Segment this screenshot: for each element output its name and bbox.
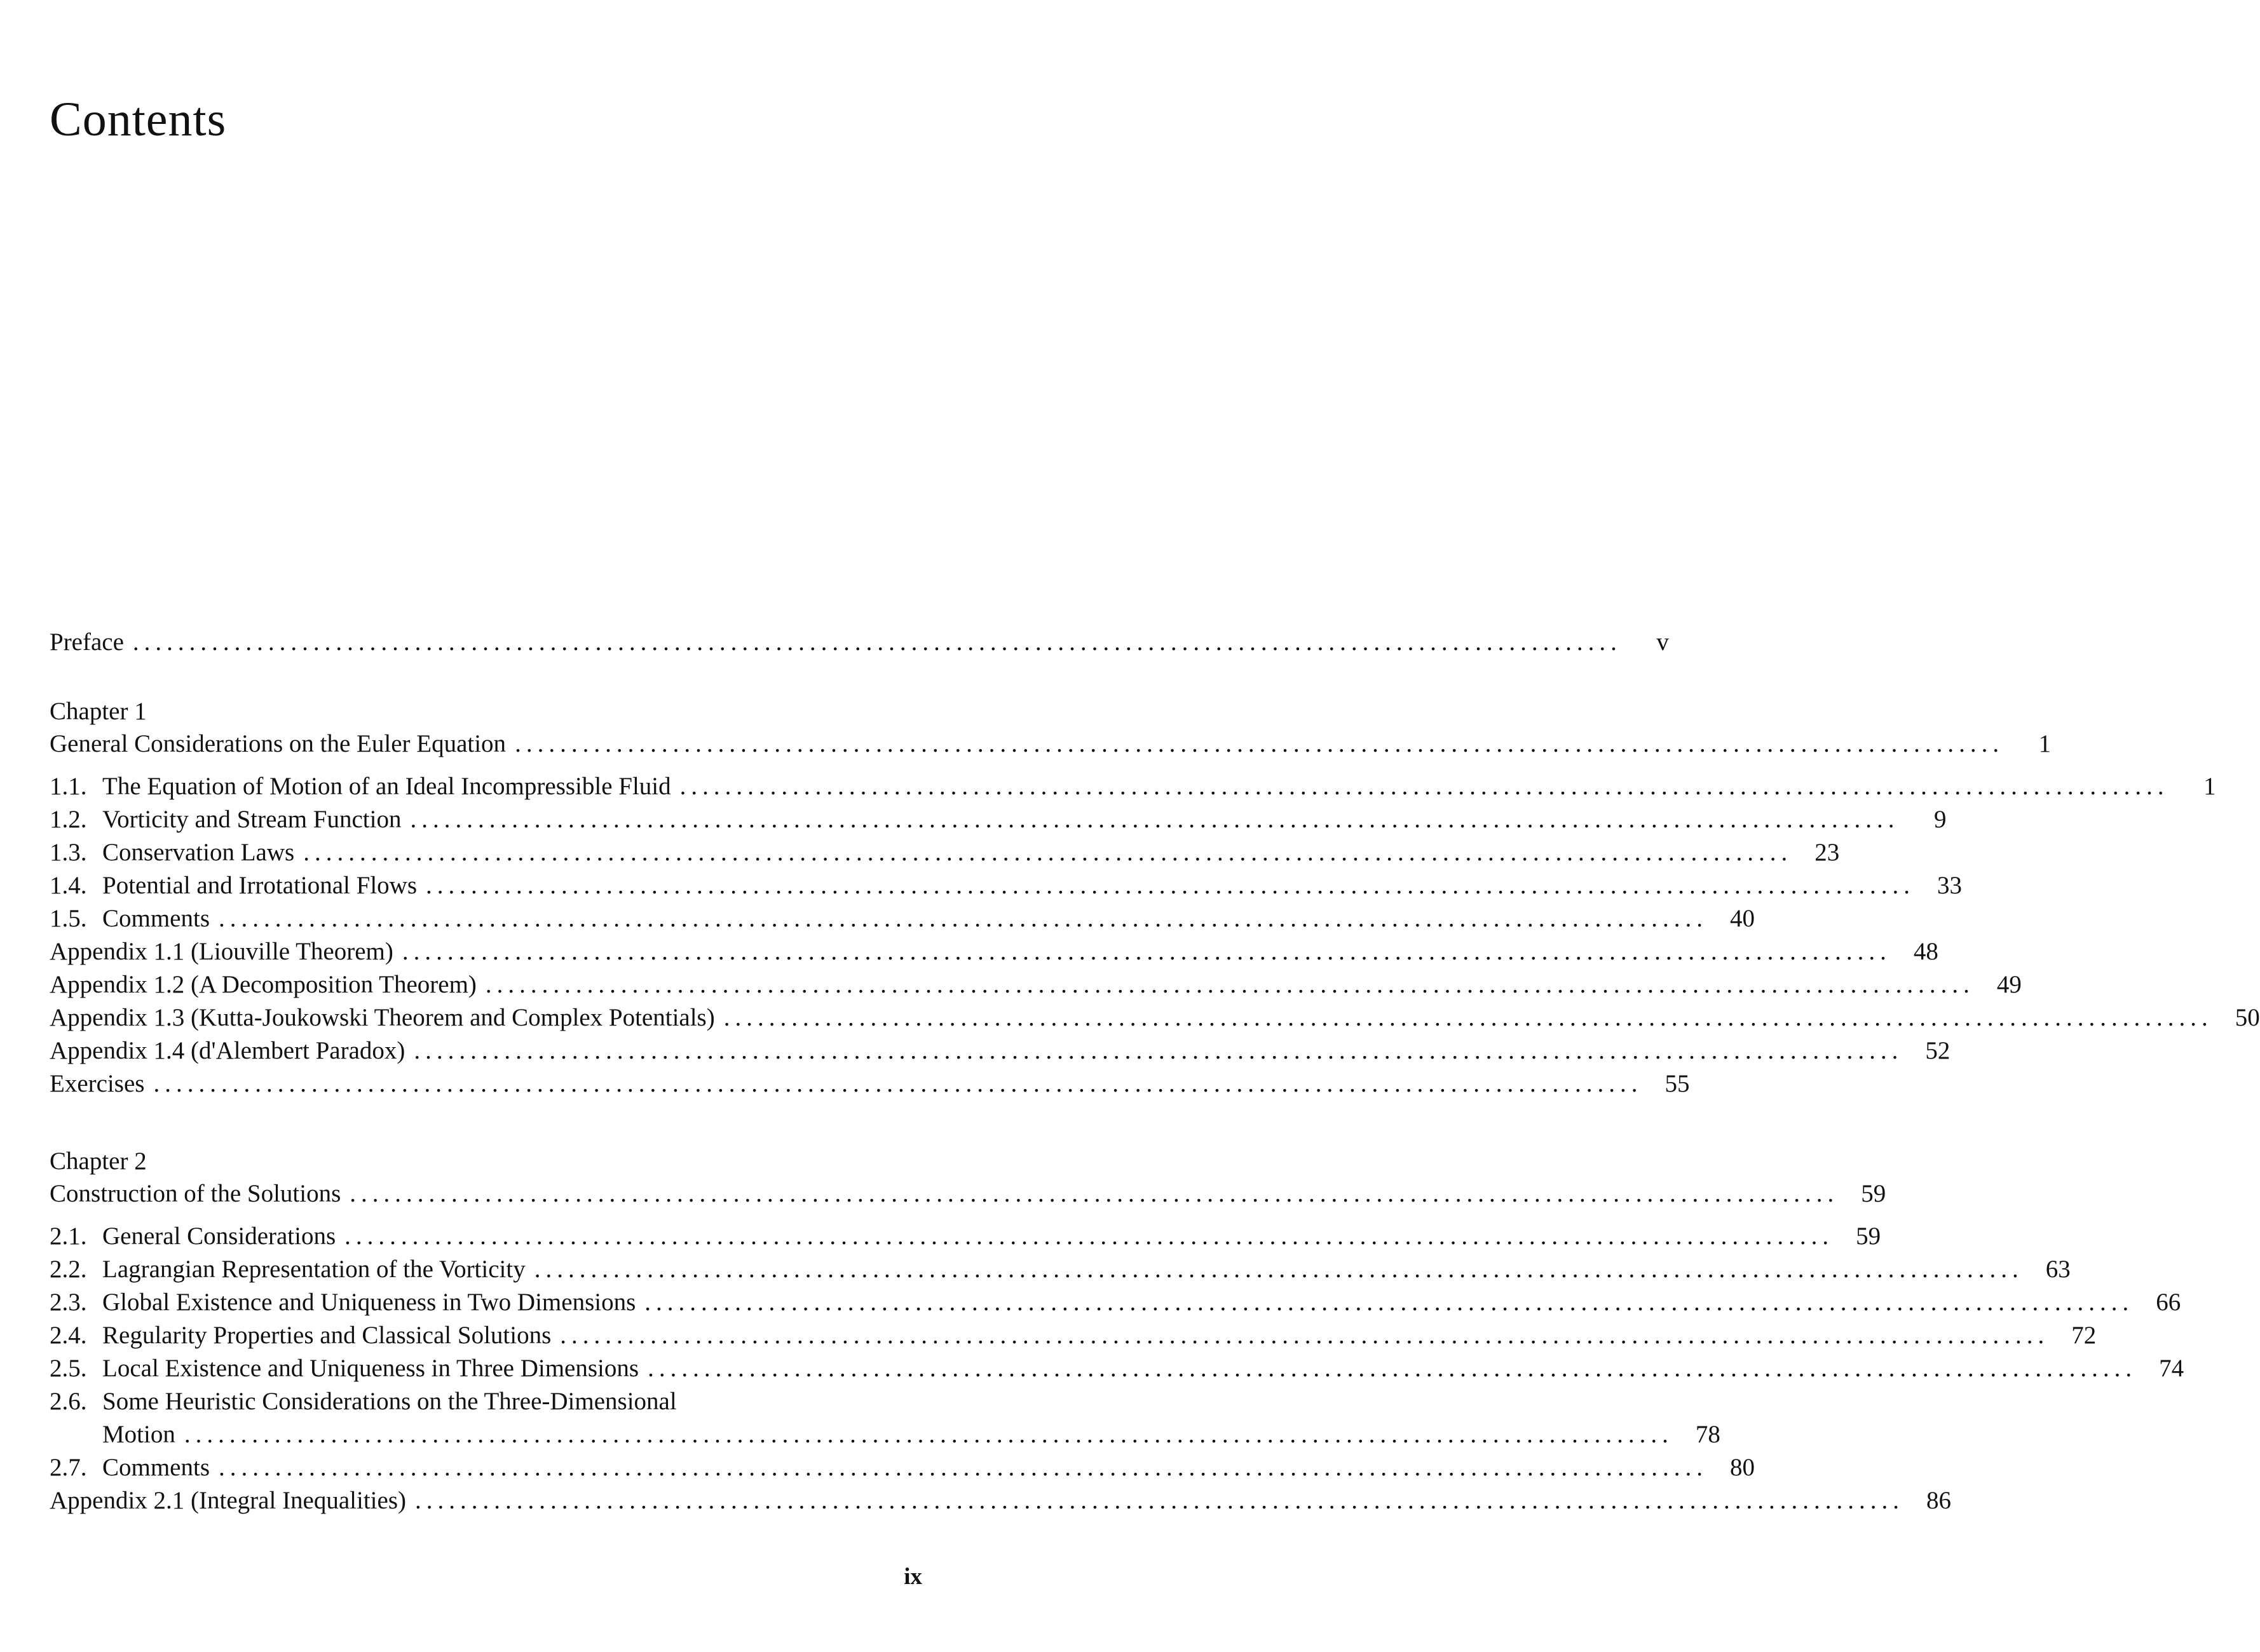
toc-entry-title: Comments [102, 1454, 210, 1481]
dot-leader: .................................................................................................................................... [153, 1070, 1643, 1097]
toc-entry[interactable] [50, 832, 1840, 866]
toc-entry[interactable] [50, 964, 2022, 998]
toc-page-number: 86 [1926, 1487, 1951, 1514]
section-number: 1.5. [50, 905, 87, 932]
dot-leader: .................................................................................................................................... [723, 1004, 2213, 1031]
toc-page-number: 48 [1913, 938, 1938, 965]
dot-leader: .................................................................................................................................... [644, 1289, 2134, 1316]
toc-page-number: v [1656, 628, 1669, 656]
toc-entry-title: Vorticity and Stream Function [102, 806, 402, 833]
toc-entry-title: Global Existence and Uniqueness in Two Dimensions [102, 1289, 636, 1316]
toc-entry[interactable] [50, 1447, 1755, 1481]
dot-leader: .................................................................................................................................... [679, 773, 2169, 800]
dot-leader: .................................................................................................................................... [350, 1180, 1839, 1207]
section-number: 1.2. [50, 806, 87, 833]
toc-entry[interactable] [50, 766, 2216, 800]
toc-entry[interactable] [50, 1348, 2184, 1382]
dot-leader: .................................................................................................................................... [414, 1037, 1903, 1064]
toc-entry[interactable] [50, 1282, 2181, 1316]
toc-entry-title: Appendix 1.2 (A Decomposition Theorem) [50, 971, 477, 998]
toc-entry-title-continuation: Motion [102, 1421, 175, 1448]
toc-entry[interactable] [50, 1480, 1951, 1514]
toc-page-number: 80 [1730, 1454, 1755, 1481]
toc-entry-title: Exercises [50, 1070, 145, 1097]
toc-entry-title: Potential and Irrotational Flows [102, 872, 418, 899]
toc-entry[interactable] [50, 1315, 2097, 1349]
toc-entry[interactable] [50, 1381, 927, 1414]
dot-leader: .................................................................................................................................... [219, 1454, 1708, 1481]
toc-entry[interactable] [50, 1030, 1950, 1064]
section-number: 2.5. [50, 1355, 87, 1382]
dot-leader: .................................................................................................................................... [485, 971, 1975, 998]
section-number: 1.4. [50, 872, 87, 899]
toc-page-number: 72 [2071, 1322, 2097, 1349]
toc-entry-preface[interactable] [50, 621, 1669, 656]
dot-leader: .................................................................................................................................... [184, 1421, 1673, 1448]
section-number: 2.7. [50, 1454, 87, 1481]
toc-page-number: 40 [1730, 905, 1755, 932]
dot-leader: .................................................................................................................................... [415, 1487, 1904, 1514]
toc-chapter-heading[interactable] [50, 723, 2052, 757]
toc-entry[interactable] [50, 865, 1963, 899]
toc-entry-title: Local Existence and Uniqueness in Three Dimensions [102, 1355, 639, 1382]
toc-page-number: 59 [1856, 1222, 1881, 1250]
toc-page-number: 52 [1925, 1037, 1950, 1064]
toc-entry[interactable] [50, 1249, 2071, 1283]
page-title: Contents [50, 93, 227, 146]
toc-entry-title: Conservation Laws [102, 839, 295, 866]
page-number: ix [904, 1564, 922, 1590]
dot-leader: .................................................................................................................................... [303, 839, 1793, 866]
toc-page-number: 78 [1695, 1421, 1720, 1448]
toc-page-number: 1 [2038, 730, 2052, 757]
toc-page-number: 50 [2235, 1004, 2260, 1031]
dot-leader: .................................................................................................................................... [410, 806, 1900, 833]
toc-entry[interactable] [50, 931, 1938, 965]
toc-entry-title: Appendix 1.3 (Kutta-Joukowski Theorem and Complex Potentials) [50, 1004, 715, 1031]
toc-page-number: 9 [1933, 806, 1947, 833]
dot-leader: .................................................................................................................................... [560, 1322, 2050, 1349]
dot-leader: .................................................................................................................................... [426, 872, 1916, 899]
dot-leader: .................................................................................................................................... [648, 1355, 2137, 1382]
toc-entry[interactable] [50, 1063, 1690, 1097]
section-number: 2.2. [50, 1256, 87, 1283]
toc-entry-title: Appendix 2.1 (Integral Inequalities) [50, 1487, 406, 1514]
toc-page-number: 1 [2203, 773, 2216, 800]
chapter-label: Chapter 1 [50, 698, 147, 725]
toc-entry-title: General Considerations [102, 1222, 336, 1250]
dot-leader: .................................................................................................................................... [515, 730, 2005, 757]
dot-leader: .................................................................................................................................... [344, 1222, 1834, 1250]
toc-entry-title: Preface [50, 628, 124, 656]
section-number: 2.6. [50, 1388, 87, 1415]
toc-entry-continuation[interactable] [50, 1414, 1720, 1448]
toc-entry-title: Appendix 1.1 (Liouville Theorem) [50, 938, 393, 965]
toc-page-number: 49 [1996, 971, 2022, 998]
toc-entry-title: Construction of the Solutions [50, 1180, 341, 1207]
toc-chapter-heading[interactable] [50, 1173, 1886, 1207]
toc-entry-title: Appendix 1.4 (d'Alembert Paradox) [50, 1037, 405, 1064]
section-number: 1.3. [50, 839, 87, 866]
section-number: 1.1. [50, 773, 87, 800]
toc-entry-title: Comments [102, 905, 210, 932]
dot-leader: .................................................................................................................................... [219, 905, 1708, 932]
toc-entry-title: Lagrangian Representation of the Vorticity [102, 1256, 526, 1283]
toc-page-number: 55 [1664, 1070, 1690, 1097]
toc-page-number: 59 [1861, 1180, 1886, 1207]
chapter-label: Chapter 2 [50, 1148, 147, 1175]
dot-leader: .................................................................................................................................... [402, 938, 1891, 965]
toc-page-number: 23 [1814, 839, 1840, 866]
dot-leader: .................................................................................................................................... [534, 1256, 2024, 1283]
toc-page-number: 63 [2045, 1256, 2071, 1283]
section-number: 2.3. [50, 1289, 87, 1316]
toc-entry-title: The Equation of Motion of an Ideal Incompressible Fluid [102, 773, 671, 800]
toc-entry[interactable] [50, 997, 2260, 1031]
section-number: 2.4. [50, 1322, 87, 1349]
toc-page-number: 33 [1937, 872, 1963, 899]
toc-entry-title: Some Heuristic Considerations on the Three-Dimensional [102, 1388, 677, 1415]
toc-entry[interactable] [50, 799, 1947, 833]
toc-entry[interactable] [50, 898, 1755, 932]
toc-page-number: 66 [2156, 1289, 2181, 1316]
toc-entry[interactable] [50, 1215, 1881, 1250]
section-number: 2.1. [50, 1222, 87, 1250]
dot-leader: .................................................................................................................................... [132, 628, 1622, 656]
toc-entry-title: Regularity Properties and Classical Solutions [102, 1322, 552, 1349]
toc-page-number: 74 [2159, 1355, 2184, 1382]
toc-entry-title: General Considerations on the Euler Equation [50, 730, 507, 757]
